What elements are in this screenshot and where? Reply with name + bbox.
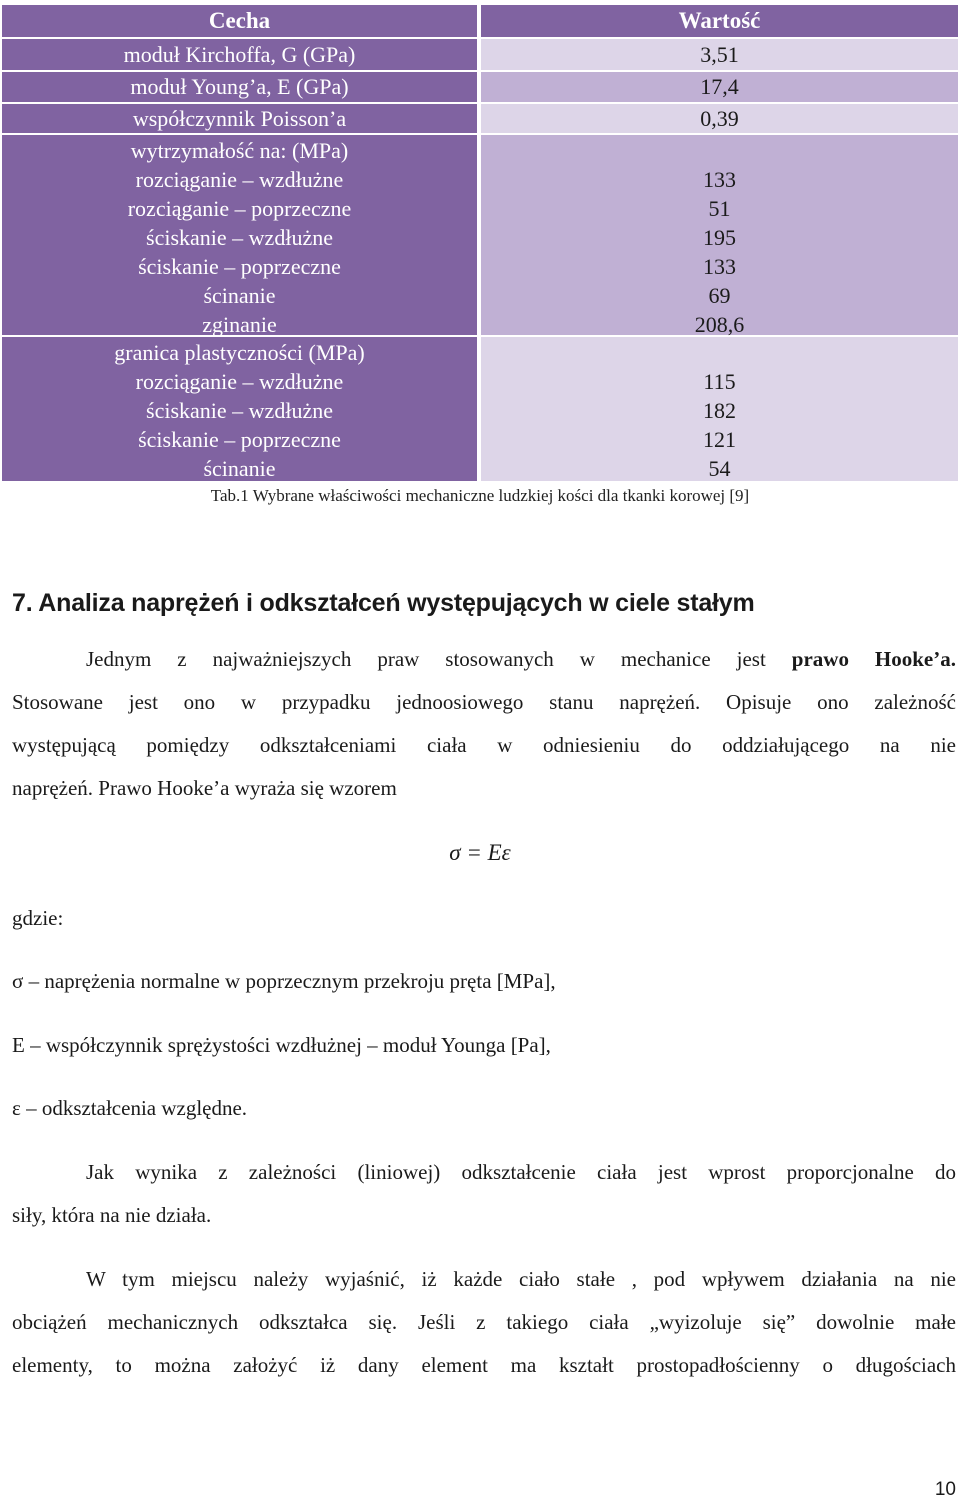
where-label: gdzie: [12, 906, 64, 930]
row-label: współczynnik Poisson’a [132, 106, 347, 131]
sub-value: 121 [703, 427, 736, 452]
header-value: Wartość [678, 8, 761, 33]
hooke-law-term: prawo Hooke’a. [791, 647, 956, 671]
hooke-formula: σ = Eε [449, 840, 511, 865]
paragraph-line: Jak wynika z zależności (liniowej) odkształcenie ciała jest wprost proporcjonalne do [86, 1160, 956, 1184]
header-property: Cecha [208, 8, 271, 33]
header-value-cell [481, 5, 958, 37]
sub-label: zginanie [202, 312, 277, 337]
table-row [0, 72, 960, 102]
sub-label: ściskanie – wzdłużne [146, 398, 333, 423]
sub-value: 195 [703, 225, 736, 250]
paragraph-line: naprężeń. Prawo Hooke’a wyraża się wzorem [12, 776, 397, 800]
table-caption: Tab.1 Wybrane właściwości mechaniczne ludzkiej kości dla tkanki korowej [9] [210, 486, 750, 505]
header-property-cell [2, 5, 477, 37]
paragraph-line: siły, która na nie działa. [12, 1203, 212, 1227]
sub-value: 69 [708, 283, 731, 308]
sub-value: 182 [703, 398, 736, 423]
sub-value: 133 [703, 167, 736, 192]
paragraph-line: elementy, to można założyć iż dany element ma kształt prostopadłościenny o długościach [12, 1353, 956, 1377]
sub-value: 51 [708, 196, 731, 221]
table-row-yield [0, 337, 960, 481]
definition-sigma: σ – naprężenia normalne w poprzecznym przekroju pręta [MPa], [12, 969, 556, 993]
sub-label: ścinanie [203, 456, 276, 481]
sub-value: 208,6 [694, 312, 745, 337]
paragraph-line: Stosowane jest ono w przypadku jednoosiowego stanu naprężeń. Opisuje ono zależność [12, 690, 956, 714]
row-label: moduł Young’a, E (GPa) [130, 74, 349, 99]
row-value: 0,39 [700, 106, 739, 131]
definition-e: E – współczynnik sprężystości wzdłużnej – moduł Younga [Pa], [12, 1033, 551, 1057]
paragraph-line: W tym miejscu należy wyjaśnić, iż każde ciało stałe , pod wpływem działania na nie [86, 1267, 956, 1291]
sub-value: 133 [703, 254, 736, 279]
sub-value: 54 [708, 456, 731, 481]
definition-epsilon: ε – odkształcenia względne. [12, 1096, 248, 1120]
table-header-row [0, 5, 960, 37]
sub-label: rozciąganie – wzdłużne [135, 369, 344, 394]
paragraph-line: Jednym z najważniejszych praw stosowanych w mechanice jest prawo Hooke’a. [86, 647, 956, 671]
sub-value: 115 [703, 369, 736, 394]
row-value: 3,51 [700, 42, 739, 67]
row-value: 17,4 [700, 74, 739, 99]
sub-label: rozciąganie – poprzeczne [127, 196, 352, 221]
sub-label: ściskanie – wzdłużne [146, 225, 333, 250]
group-label: wytrzymałość na: (MPa) [130, 138, 349, 163]
group-label: granica plastyczności (MPa) [114, 340, 365, 365]
section-heading: 7. Analiza naprężeń i odkształceń występujących w ciele stałym [12, 589, 755, 617]
sub-label: ścinanie [203, 283, 276, 308]
paragraph-line: obciążeń mechanicznych odkształca się. Jeśli z takiego ciała „wyizoluje się” dowolnie małe [12, 1310, 956, 1334]
table-row [0, 39, 960, 70]
sub-label: rozciąganie – wzdłużne [135, 167, 344, 192]
sub-label: ściskanie – poprzeczne [138, 254, 341, 279]
table-row-strength [0, 135, 960, 335]
sub-label: ściskanie – poprzeczne [138, 427, 341, 452]
page-number: 10 [934, 1479, 956, 1500]
paragraph-line: występującą pomiędzy odkształceniami ciała w odniesieniu do oddziałującego na nie [12, 733, 956, 757]
table-row [0, 104, 960, 133]
row-label: moduł Kirchoffa, G (GPa) [123, 42, 356, 67]
